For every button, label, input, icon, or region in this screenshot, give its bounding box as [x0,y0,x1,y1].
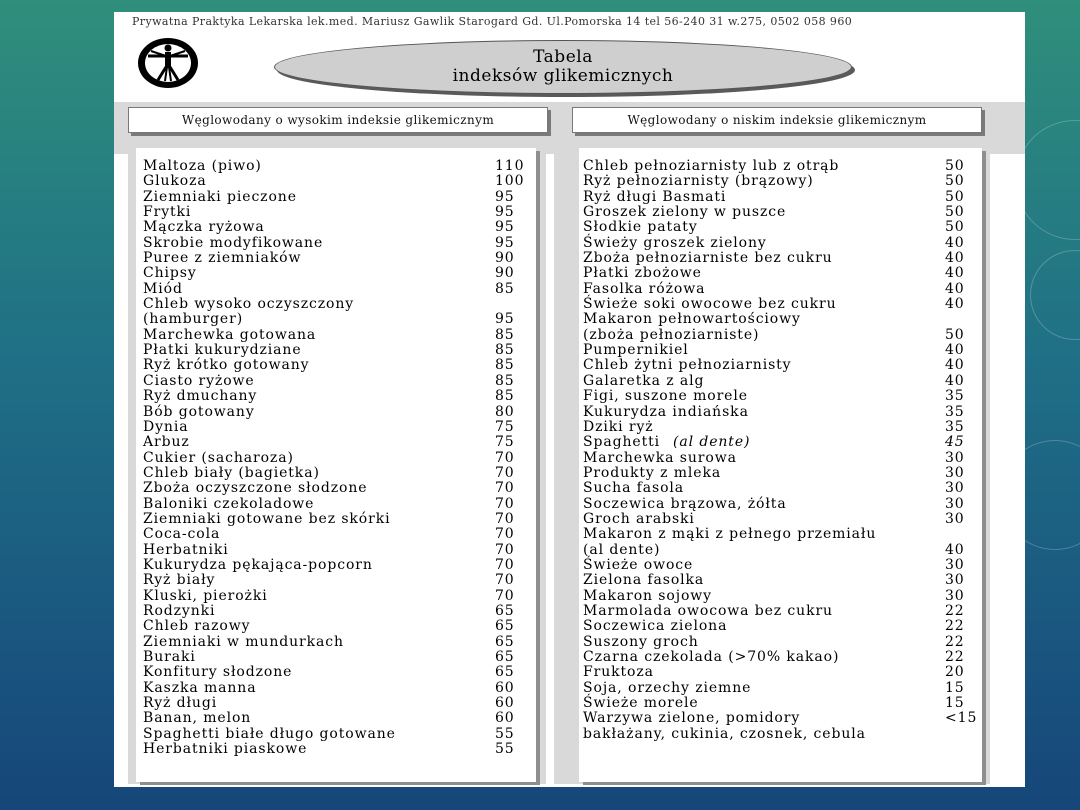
list-item [143,451,533,466]
list-item [143,389,533,404]
glycemic-index-value: 35 [945,388,965,405]
list-item [143,635,533,650]
food-name: Chleb razowy [143,618,251,635]
glycemic-index-value: 100 [495,173,525,190]
food-name: Płatki kukurydziane [143,342,302,359]
glycemic-index-value: 30 [945,449,965,466]
glycemic-index-value: 15 [945,679,965,696]
food-name: Maltoza (piwo) [143,158,262,174]
food-name: Fruktoza [583,664,654,681]
glycemic-index-value: 30 [945,556,965,573]
glycemic-index-value: 85 [495,326,515,343]
list-item [583,665,978,680]
glycemic-index-value: 65 [495,649,515,665]
practice-header: Prywatna Praktyka Lekarska lek.med. Mariusz Gawlik Starogard Gd. Ul.Pomorska 14 tel 56-240 31 w.275, 0502 058 960 [132,15,853,28]
glycemic-index-value: 30 [945,510,965,527]
list-item [583,527,978,542]
food-name: Kluski, pierożki [143,587,268,604]
glycemic-index-value: 70 [495,587,515,604]
glycemic-index-value: 50 [945,219,965,236]
list-item [583,481,978,496]
food-name: Chleb pełnoziarnisty lub z otrąb [583,158,840,174]
food-name: Produkty z mleka [583,464,722,481]
list-item [583,159,978,174]
food-name: Skrobie modyfikowane [143,234,324,251]
glycemic-index-value: 60 [495,695,515,712]
glycemic-index-value: 50 [945,173,965,190]
food-name: Świeże soki owocowe bez cukru [583,296,837,313]
glycemic-index-value: 85 [495,388,515,405]
list-item [583,297,978,312]
food-name: (zboża pełnoziarniste) [583,326,760,343]
food-name: Groch arabski [583,510,695,527]
list-item [583,543,978,558]
list-item [143,727,533,742]
food-name: Cukier (sacharoza) [143,449,294,466]
food-name: (al dente) [583,541,661,558]
food-name: Ziemniaki pieczone [143,188,297,205]
list-item [143,573,533,588]
glycemic-index-value: 95 [495,204,515,221]
glycemic-index-value: 70 [495,510,515,527]
glycemic-index-value: 65 [495,602,515,619]
food-name: Makaron sojowy [583,587,712,604]
food-name: Konfitury słodzone [143,664,293,681]
glycemic-index-value: 40 [945,541,965,558]
food-name: Marchewka surowa [583,449,737,466]
food-name: Figi, suszone morele [583,388,748,405]
list-item [583,466,978,481]
glycemic-index-value: 85 [495,372,515,389]
food-name: Czarna czekolada (>70% kakao) [583,649,840,665]
glycemic-index-value: 50 [945,188,965,205]
food-name: Groszek zielony w puszce [583,204,787,221]
food-name: Herbatniki piaskowe [143,741,308,758]
food-name: Chleb żytni pełnoziarnisty [583,357,792,374]
list-item [583,589,978,604]
title-line-2: indeksów glikemicznych [452,66,674,86]
food-name: Ziemniaki gotowane bez skórki [143,510,391,527]
glycemic-index-value: 22 [945,649,965,665]
food-name: Świeże morele [583,695,699,712]
glycemic-index-value: 70 [495,541,515,558]
list-item [583,405,978,420]
high-gi-column-header: Węglowodany o wysokim indeksie glikemicznym [128,107,548,133]
list-item [143,297,533,312]
list-item [143,251,533,266]
table-title [274,40,852,94]
glycemic-index-value: 60 [495,710,515,727]
food-name: Miód [143,280,183,297]
food-name: Ryż długi [143,695,218,712]
food-name: Soja, orzechy ziemne [583,679,752,696]
food-name: Marchewka gotowana [143,326,317,343]
food-name: Makaron pełnowartościowy [583,311,801,328]
glycemic-index-value: 70 [495,464,515,481]
list-item [143,650,533,665]
list-item [583,266,978,281]
glycemic-index-value: 90 [495,265,515,282]
glycemic-index-document [114,12,1025,787]
glycemic-index-value: 65 [495,664,515,681]
glycemic-index-value: 22 [945,633,965,650]
list-item [143,481,533,496]
list-item [583,604,978,619]
list-item [143,696,533,711]
food-name: Kukurydza indiańska [583,403,749,420]
food-name: Glukoza [143,173,207,190]
list-item [143,159,533,174]
title-line-1: Tabela [533,47,593,67]
list-item [583,681,978,696]
glycemic-index-value: 70 [495,526,515,543]
list-item [583,650,978,665]
list-item [583,497,978,512]
list-item [143,665,533,680]
glycemic-index-value: 95 [495,188,515,205]
list-item [583,174,978,189]
list-item [143,589,533,604]
glycemic-index-value: 22 [945,618,965,635]
list-item [143,282,533,297]
food-name: Ryż długi Basmati [583,188,727,205]
list-item [583,451,978,466]
list-item [143,174,533,189]
glycemic-index-value: 70 [495,556,515,573]
glycemic-index-value: 90 [495,250,515,267]
food-name: Kaszka manna [143,679,257,696]
food-name: Coca-cola [143,526,221,543]
list-item [143,420,533,435]
glycemic-index-value: 40 [945,234,965,251]
list-item [583,190,978,205]
food-name: Dziki ryż [583,418,654,435]
glycemic-index-value: <15 [945,710,978,727]
glycemic-index-value: 45 [945,434,965,451]
list-item [143,374,533,389]
glycemic-index-value: 65 [495,618,515,635]
food-name: Płatki zbożowe [583,265,702,282]
glycemic-index-value: 50 [945,204,965,221]
food-name: Arbuz [143,434,190,451]
glycemic-index-value: 40 [945,280,965,297]
list-item [143,435,533,450]
food-name: Ryż krótko gotowany [143,357,310,374]
list-item [143,190,533,205]
glycemic-index-value: 40 [945,296,965,313]
food-name: Chleb wysoko oczyszczony [143,296,355,313]
list-item [143,343,533,358]
list-item [583,282,978,297]
list-item [583,328,978,343]
list-item [143,328,533,343]
food-name: Suszony groch [583,633,699,650]
list-item [583,358,978,373]
food-name: Zboża pełnoziarniste bez cukru [583,250,833,267]
food-name: Warzywa zielone, pomidory [583,710,801,727]
food-name: Herbatniki [143,541,229,558]
glycemic-index-value: 110 [495,158,525,174]
list-item [143,558,533,573]
food-name: Ciasto ryżowe [143,372,255,389]
food-name: Mączka ryżowa [143,219,265,236]
food-name: (hamburger) [143,311,244,328]
high-gi-list [143,159,533,757]
food-name: Buraki [143,649,196,665]
food-name: Baloniki czekoladowe [143,495,315,512]
glycemic-index-value: 95 [495,219,515,236]
glycemic-index-value: 50 [945,326,965,343]
list-item [583,205,978,220]
list-item [583,619,978,634]
food-name: Soczewica zielona [583,618,728,635]
list-item [143,742,533,757]
list-item [143,220,533,235]
food-name: Puree z ziemniaków [143,250,302,267]
food-name: Ryż biały [143,572,216,589]
list-item [143,236,533,251]
list-item [143,604,533,619]
list-item [583,220,978,235]
glycemic-index-value: 75 [495,418,515,435]
glycemic-index-value: 80 [495,403,515,420]
food-name: Kukurydza pękająca-popcorn [143,556,373,573]
glycemic-index-value: 30 [945,480,965,497]
list-item [583,558,978,573]
food-name: Zielona fasolka [583,572,705,589]
list-item [583,711,978,726]
food-name: Banan, melon [143,710,252,727]
glycemic-index-value: 30 [945,572,965,589]
list-item [583,420,978,435]
food-name: Marmolada owocowa bez cukru [583,602,833,619]
glycemic-index-value: 20 [945,664,965,681]
list-item [583,312,978,327]
list-item [583,635,978,650]
list-item [143,266,533,281]
list-item [143,711,533,726]
list-item [143,527,533,542]
list-item [583,696,978,711]
list-item [143,512,533,527]
food-name: Frytki [143,204,192,221]
list-item [143,543,533,558]
glycemic-index-value: 40 [945,250,965,267]
low-gi-column-header: Węglowodany o niskim indeksie glikemicznym [572,107,982,133]
food-name: Dynia [143,418,189,435]
glycemic-index-value: 75 [495,434,515,451]
food-name: Bób gotowany [143,403,255,420]
glycemic-index-value: 55 [495,725,515,742]
list-item [143,405,533,420]
low-gi-list [583,159,978,742]
food-name: Spaghetti [583,434,660,451]
food-name: Sucha fasola [583,480,685,497]
glycemic-index-value: 70 [495,449,515,466]
list-item [143,312,533,327]
food-name: Makaron z mąki z pełnego przemiału [583,526,877,543]
food-name: Rodzynki [143,602,216,619]
glycemic-index-value: 65 [495,633,515,650]
food-name: Ziemniaki w mundurkach [143,633,344,650]
glycemic-index-value: 70 [495,480,515,497]
glycemic-index-value: 35 [945,403,965,420]
glycemic-index-value: 70 [495,572,515,589]
food-name: Świeże owoce [583,556,694,573]
food-name: Słodkie pataty [583,219,698,236]
food-name: Galaretka z alg [583,372,705,389]
list-item [583,435,978,450]
food-name: Pumpernikiel [583,342,689,359]
glycemic-index-value: 50 [945,158,965,174]
list-item [583,251,978,266]
glycemic-index-value: 40 [945,342,965,359]
list-item [143,681,533,696]
list-item [143,619,533,634]
food-name: bakłażany, cukinia, czosnek, cebula [583,725,866,742]
list-item [583,343,978,358]
food-name: Chleb biały (bagietka) [143,464,320,481]
background-decoration [1030,250,1080,340]
food-name: Spaghetti białe długo gotowane [143,725,396,742]
glycemic-index-value: 95 [495,311,515,328]
glycemic-index-value: 70 [495,495,515,512]
food-name: Ryż pełnoziarnisty (brązowy) [583,173,814,190]
food-name: Soczewica brązowa, żółta [583,495,787,512]
glycemic-index-value: 15 [945,695,965,712]
list-item [143,497,533,512]
list-item [583,727,978,742]
glycemic-index-value: 95 [495,234,515,251]
glycemic-index-value: 40 [945,357,965,374]
food-name: Fasolka różowa [583,280,706,297]
list-item [143,466,533,481]
glycemic-index-value: 60 [495,679,515,696]
list-item [583,512,978,527]
glycemic-index-value: 40 [945,265,965,282]
food-name-note: (al dente) [673,434,751,451]
glycemic-index-value: 85 [495,357,515,374]
glycemic-index-value: 55 [495,741,515,758]
food-name: Świeży groszek zielony [583,234,767,251]
list-item [143,358,533,373]
glycemic-index-value: 85 [495,342,515,359]
list-item [583,374,978,389]
food-name: Ryż dmuchany [143,388,258,405]
glycemic-index-value: 85 [495,280,515,297]
glycemic-index-value: 30 [945,464,965,481]
glycemic-index-value: 35 [945,418,965,435]
glycemic-index-value: 40 [945,372,965,389]
glycemic-index-value: 30 [945,587,965,604]
food-name: Zboża oczyszczone słodzone [143,480,368,497]
food-name: Chipsy [143,265,197,282]
glycemic-index-value: 30 [945,495,965,512]
list-item [583,236,978,251]
list-item [583,573,978,588]
glycemic-index-value: 22 [945,602,965,619]
list-item [583,389,978,404]
list-item [143,205,533,220]
vitruvian-logo-icon [136,36,200,90]
